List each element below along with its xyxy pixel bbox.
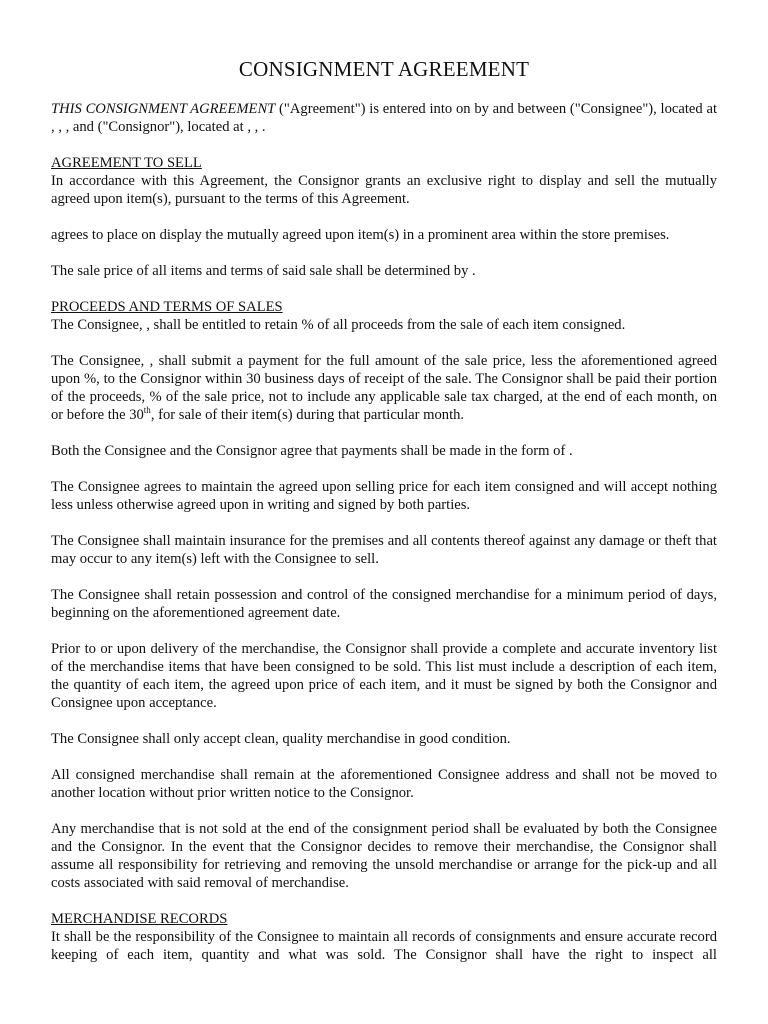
paragraph: The Consignee shall only accept clean, quality merchandise in good condition. — [51, 731, 511, 747]
superscript: th — [143, 405, 151, 416]
section-agreement-to-sell — [51, 154, 717, 208]
paragraph: In accordance with this Agreement, the Consignor grants an exclusive right to display and sell the mutually agreed upon item(s), pursuant to the terms of this Agreement. — [51, 173, 717, 207]
section-heading: MERCHANDISE RECORDS — [51, 911, 228, 927]
paragraph: Any merchandise that is not sold at the end of the consignment period shall be evaluated by both the Consignee and the Consignor. In the event that the Consignor decides to remove their merchandise, the Consignor shall assume all responsibility for retrieving and removing the unsold merchandise or arrange for the pick-up and all costs associated with said removal of merchandise. — [51, 821, 717, 891]
intro-lead: THIS CONSIGNMENT AGREEMENT — [51, 101, 276, 117]
paragraph-text-tail: , for sale of their item(s) during that particular month. — [150, 407, 465, 423]
paragraph: The Consignee shall retain possession and control of the consigned merchandise for a minimum period of days, beginning on the aforementioned agreement date. — [51, 587, 717, 621]
section-heading: PROCEEDS AND TERMS OF SALES — [51, 299, 283, 315]
section-proceeds-and-terms — [51, 298, 717, 334]
paragraph: The Consignee, , shall be entitled to retain % of all proceeds from the sale of each item consigned. — [51, 317, 626, 333]
paragraph-payment-terms — [51, 352, 717, 424]
paragraph: All consigned merchandise shall remain at the aforementioned Consignee address and shall not be moved to another location without prior written notice to the Consignor. — [51, 767, 717, 801]
paragraph-text: The Consignee, , shall submit a payment for the full amount of the sale price, less the aforementioned agreed upon %, to the Consignor within 30 business days of receipt of the sale. The Consignor shall be paid their portion of the proceeds, % of the sale price, not to include any applicable sale tax charged, at the end of each month, on or before the 30 — [51, 353, 717, 423]
paragraph: agrees to place on display the mutually agreed upon item(s) in a prominent area within the store premises. — [51, 227, 670, 243]
intro-rest: ("Agreement") is entered into on by and between ("Consignee"), located at , , , and ("Consignor"), located at , , . — [51, 101, 717, 135]
paragraph: The Consignee shall maintain insurance for the premises and all contents thereof against any damage or theft that may occur to any item(s) left with the Consignee to sell. — [51, 533, 717, 567]
paragraph: Both the Consignee and the Consignor agree that payments shall be made in the form of . — [51, 443, 573, 459]
section-heading: AGREEMENT TO SELL — [51, 155, 202, 171]
document-title: CONSIGNMENT AGREEMENT — [238, 57, 530, 81]
intro-paragraph — [51, 100, 717, 136]
paragraph: The Consignee agrees to maintain the agreed upon selling price for each item consigned and will accept nothing less unless otherwise agreed upon in writing and signed by both parties. — [51, 479, 717, 513]
paragraph: The sale price of all items and terms of said sale shall be determined by . — [51, 263, 476, 279]
paragraph: It shall be the responsibility of the Consignee to maintain all records of consignments and ensure accurate record keeping of each item, quantity and what was sold. The Consignor shall have the right to inspect all — [51, 929, 717, 963]
paragraph: Prior to or upon delivery of the merchandise, the Consignor shall provide a complete and accurate inventory list of the merchandise items that have been consigned to be sold. This list must include a description of each item, the quantity of each item, the agreed upon price of each item, and it must be signed by both the Consignor and Consignee upon acceptance. — [51, 641, 717, 711]
section-merchandise-records — [51, 910, 717, 964]
